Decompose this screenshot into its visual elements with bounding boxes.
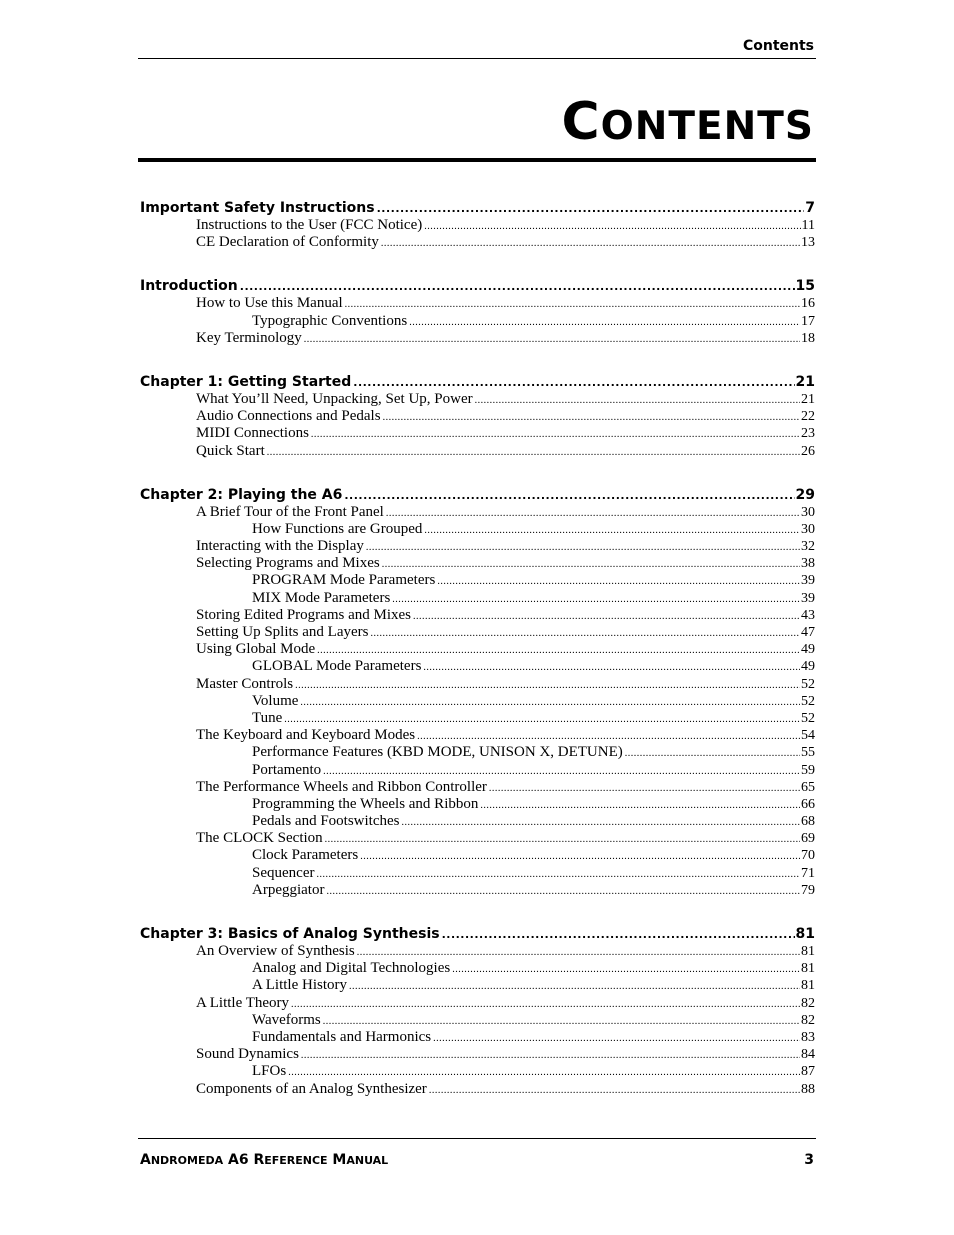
toc-entry-title: Fundamentals and Harmonics bbox=[252, 1028, 432, 1045]
toc-leader-dots bbox=[382, 556, 800, 573]
toc-entry-title: Pedals and Footswitches bbox=[252, 813, 400, 830]
toc-leader-dots bbox=[349, 978, 800, 995]
footer-title-initial: A bbox=[140, 1152, 151, 1168]
toc-entry-title: Arpeggiator bbox=[252, 881, 325, 898]
toc-entry[interactable] bbox=[140, 865, 815, 882]
footer-title-word bbox=[253, 1152, 327, 1168]
toc-entry-title: Introduction bbox=[140, 278, 238, 295]
toc-leader-dots bbox=[386, 505, 800, 522]
toc-page-number: 49 bbox=[801, 659, 815, 675]
toc-entry[interactable] bbox=[140, 779, 815, 796]
toc-entry-title: MIX Mode Parameters bbox=[252, 589, 391, 606]
toc-entry[interactable] bbox=[140, 1029, 815, 1046]
footer-title-smallcaps: ANUAL bbox=[346, 1154, 389, 1167]
toc-page-number: 87 bbox=[801, 1064, 815, 1080]
toc-page-number: 30 bbox=[801, 521, 815, 537]
toc-entry[interactable] bbox=[140, 710, 815, 727]
page-title-rest: ONTENTS bbox=[600, 104, 814, 149]
toc-entry[interactable] bbox=[140, 943, 815, 960]
toc-chapter-entry[interactable] bbox=[140, 486, 815, 504]
toc-leader-dots bbox=[326, 883, 800, 900]
header-rule bbox=[138, 58, 816, 59]
toc-entry[interactable] bbox=[140, 995, 815, 1012]
toc-page-number: 66 bbox=[801, 796, 815, 812]
toc-leader-dots bbox=[489, 780, 800, 797]
toc-entry[interactable] bbox=[140, 330, 815, 347]
toc-entry[interactable] bbox=[140, 847, 815, 864]
toc-leader-dots bbox=[366, 539, 800, 556]
toc-chapter-entry[interactable] bbox=[140, 199, 815, 217]
footer-title-initial: M bbox=[332, 1152, 347, 1168]
toc-leader-dots bbox=[423, 659, 800, 676]
toc-leader-dots bbox=[371, 625, 801, 642]
footer-title-initial: A6 bbox=[227, 1152, 249, 1168]
toc-entry[interactable] bbox=[140, 572, 815, 589]
toc-leader-dots bbox=[316, 866, 800, 883]
toc-leader-dots bbox=[452, 961, 800, 978]
toc-leader-dots bbox=[475, 392, 800, 409]
toc-leader-dots bbox=[267, 444, 800, 461]
toc-entry[interactable] bbox=[140, 234, 815, 251]
toc-page-number: 52 bbox=[801, 710, 815, 726]
toc-entry[interactable] bbox=[140, 641, 815, 658]
toc-entry-title: The Performance Wheels and Ribbon Controller bbox=[196, 778, 487, 795]
toc-entry[interactable] bbox=[140, 1063, 815, 1080]
toc-entry[interactable] bbox=[140, 658, 815, 675]
toc-entry-title: Sequencer bbox=[252, 864, 315, 881]
toc-entry-title: Instructions to the User (FCC Notice) bbox=[196, 217, 423, 233]
toc-entry-title: Waveforms bbox=[252, 1011, 321, 1028]
toc-entry[interactable] bbox=[140, 607, 815, 624]
section-gap bbox=[140, 460, 815, 486]
toc-entry-title: Typographic Conventions bbox=[252, 312, 408, 329]
toc-entry[interactable] bbox=[140, 813, 815, 830]
toc-entry-title: MIDI Connections bbox=[196, 425, 309, 442]
running-header-title: Contents bbox=[742, 38, 814, 54]
toc-entry[interactable] bbox=[140, 676, 815, 693]
toc-entry[interactable] bbox=[140, 693, 815, 710]
table-of-contents bbox=[140, 199, 815, 1098]
toc-page-number: 52 bbox=[801, 693, 815, 709]
toc-page-number: 29 bbox=[795, 486, 815, 503]
toc-entry-title: LFOs bbox=[252, 1063, 287, 1080]
footer-page-number: 3 bbox=[804, 1152, 814, 1168]
footer-title-word bbox=[228, 1152, 249, 1168]
toc-page-number: 81 bbox=[795, 926, 815, 942]
toc-page-number: 47 bbox=[801, 625, 815, 640]
toc-leader-dots bbox=[424, 218, 800, 235]
toc-page-number: 81 bbox=[801, 961, 815, 977]
toc-leader-dots bbox=[429, 1082, 800, 1099]
toc-page-number: 71 bbox=[801, 865, 815, 881]
toc-entry-title: A Little Theory bbox=[196, 994, 290, 1011]
toc-entry[interactable] bbox=[140, 960, 815, 977]
toc-leader-dots bbox=[392, 591, 800, 608]
footer-manual-title bbox=[140, 1152, 388, 1168]
toc-entry-title: Programming the Wheels and Ribbon bbox=[252, 795, 479, 812]
toc-page-number: 79 bbox=[801, 882, 815, 898]
toc-leader-dots bbox=[437, 573, 800, 590]
toc-leader-dots bbox=[402, 814, 801, 831]
footer-title-smallcaps: EFERENCE bbox=[264, 1154, 328, 1167]
toc-entry[interactable] bbox=[140, 425, 815, 442]
toc-page-number: 55 bbox=[801, 745, 815, 761]
toc-leader-dots bbox=[353, 374, 794, 392]
toc-leader-dots bbox=[240, 278, 795, 296]
toc-entry-title: Performance Features (KBD MODE, UNISON X, DETUNE) bbox=[252, 744, 623, 761]
toc-entry-title: Audio Connections and Pedals bbox=[196, 408, 381, 425]
toc-leader-dots bbox=[433, 1030, 800, 1047]
toc-entry-title: An Overview of Synthesis bbox=[196, 943, 355, 959]
toc-page-number: 43 bbox=[801, 607, 815, 623]
toc-leader-dots bbox=[424, 522, 800, 539]
toc-page-number: 38 bbox=[801, 556, 815, 572]
title-rule bbox=[138, 158, 816, 162]
toc-chapter-entry[interactable] bbox=[140, 925, 815, 943]
toc-page-number: 88 bbox=[801, 1081, 815, 1097]
toc-page-number: 49 bbox=[801, 642, 815, 658]
toc-page-number: 52 bbox=[801, 676, 815, 692]
toc-entry-title: Components of an Analog Synthesizer bbox=[196, 1080, 427, 1097]
toc-entry-title: Master Controls bbox=[196, 675, 294, 692]
toc-leader-dots bbox=[360, 848, 800, 865]
toc-page-number: 21 bbox=[801, 391, 815, 407]
footer-title-smallcaps: NDROMEDA bbox=[150, 1154, 224, 1167]
footer-title-word bbox=[140, 1152, 223, 1168]
toc-page-number: 84 bbox=[801, 1047, 815, 1063]
toc-entry-title: Setting Up Splits and Layers bbox=[196, 624, 369, 640]
toc-leader-dots bbox=[377, 200, 805, 218]
toc-page-number: 68 bbox=[801, 814, 815, 830]
toc-leader-dots bbox=[291, 996, 800, 1013]
section-gap bbox=[140, 899, 815, 925]
toc-page-number: 39 bbox=[801, 573, 815, 589]
toc-entry[interactable] bbox=[140, 1012, 815, 1029]
page-title-initial: C bbox=[561, 92, 601, 152]
toc-entry-title: A Little History bbox=[252, 977, 347, 994]
toc-entry[interactable] bbox=[140, 762, 815, 779]
toc-leader-dots bbox=[284, 711, 800, 728]
toc-entry-title: Key Terminology bbox=[196, 329, 302, 346]
toc-page-number: 32 bbox=[801, 539, 815, 555]
toc-leader-dots bbox=[345, 296, 800, 313]
toc-entry-title: Storing Edited Programs and Mixes bbox=[196, 606, 411, 623]
toc-entry-title: The CLOCK Section bbox=[196, 830, 323, 847]
toc-leader-dots bbox=[383, 409, 800, 426]
toc-entry-title: A Brief Tour of the Front Panel bbox=[196, 503, 384, 520]
toc-leader-dots bbox=[357, 944, 800, 961]
toc-page-number: 15 bbox=[795, 278, 815, 295]
section-gap bbox=[140, 251, 815, 277]
toc-leader-dots bbox=[323, 763, 800, 780]
toc-entry[interactable] bbox=[140, 555, 815, 572]
toc-entry-title: Important Safety Instructions bbox=[140, 200, 375, 216]
toc-page-number: 59 bbox=[801, 762, 815, 778]
toc-entry-title: Tune bbox=[252, 709, 283, 726]
toc-page-number: 65 bbox=[801, 779, 815, 795]
section-gap bbox=[140, 347, 815, 373]
toc-chapter-entry[interactable] bbox=[140, 373, 815, 391]
toc-entry[interactable] bbox=[140, 521, 815, 538]
toc-page-number: 39 bbox=[801, 590, 815, 606]
toc-entry[interactable] bbox=[140, 1081, 815, 1098]
toc-leader-dots bbox=[417, 728, 800, 745]
toc-page-number: 23 bbox=[801, 426, 815, 442]
toc-leader-dots bbox=[304, 331, 800, 348]
toc-entry-title: CE Declaration of Conformity bbox=[196, 234, 379, 251]
toc-entry-title: How Functions are Grouped bbox=[252, 520, 423, 537]
toc-entry-title: Analog and Digital Technologies bbox=[252, 960, 451, 977]
toc-entry-title: PROGRAM Mode Parameters bbox=[252, 572, 436, 589]
footer-title-word bbox=[332, 1152, 388, 1168]
toc-entry-title: Sound Dynamics bbox=[196, 1046, 299, 1063]
toc-page-number: 22 bbox=[801, 409, 815, 425]
toc-entry[interactable] bbox=[140, 504, 815, 521]
toc-entry[interactable] bbox=[140, 313, 815, 330]
toc-page-number: 26 bbox=[801, 443, 815, 459]
toc-leader-dots bbox=[301, 1047, 800, 1064]
toc-page-number: 18 bbox=[801, 330, 815, 346]
toc-leader-dots bbox=[480, 797, 800, 814]
toc-leader-dots bbox=[288, 1064, 800, 1081]
toc-page-number: 82 bbox=[801, 1012, 815, 1028]
footer-rule bbox=[138, 1138, 816, 1139]
toc-leader-dots bbox=[409, 314, 800, 331]
toc-entry[interactable] bbox=[140, 538, 815, 555]
toc-entry-title: Selecting Programs and Mixes bbox=[196, 555, 380, 572]
toc-page-number: 16 bbox=[801, 296, 815, 312]
toc-page-number: 17 bbox=[801, 313, 815, 329]
toc-entry[interactable] bbox=[140, 727, 815, 744]
toc-leader-dots bbox=[325, 831, 800, 848]
toc-entry[interactable] bbox=[140, 295, 815, 312]
toc-entry-title: How to Use this Manual bbox=[196, 295, 343, 312]
toc-leader-dots bbox=[625, 745, 800, 762]
toc-entry[interactable] bbox=[140, 882, 815, 899]
page-title bbox=[561, 92, 814, 153]
toc-entry-title: What You’ll Need, Unpacking, Set Up, Power bbox=[196, 390, 473, 407]
toc-entry[interactable] bbox=[140, 1046, 815, 1063]
toc-entry[interactable] bbox=[140, 391, 815, 408]
toc-leader-dots bbox=[295, 677, 800, 694]
toc-entry-title: Interacting with the Display bbox=[196, 538, 364, 555]
toc-page-number: 11 bbox=[801, 218, 815, 233]
toc-entry[interactable] bbox=[140, 217, 815, 234]
toc-page-number: 21 bbox=[795, 373, 815, 390]
toc-entry-title: Using Global Mode bbox=[196, 641, 316, 658]
toc-leader-dots bbox=[381, 235, 800, 252]
toc-leader-dots bbox=[442, 926, 795, 944]
toc-leader-dots bbox=[344, 487, 794, 505]
toc-chapter-entry[interactable] bbox=[140, 277, 815, 295]
toc-leader-dots bbox=[300, 694, 800, 711]
toc-page-number: 54 bbox=[801, 728, 815, 744]
toc-page-number: 13 bbox=[801, 235, 815, 251]
toc-entry[interactable] bbox=[140, 977, 815, 994]
toc-entry-title: Chapter 2: Playing the A6 bbox=[140, 486, 343, 503]
toc-page-number: 83 bbox=[801, 1029, 815, 1045]
toc-entry-title: Chapter 3: Basics of Analog Synthesis bbox=[140, 926, 440, 942]
toc-entry[interactable] bbox=[140, 830, 815, 847]
toc-entry-title: Chapter 1: Getting Started bbox=[140, 373, 352, 390]
toc-leader-dots bbox=[311, 426, 800, 443]
toc-entry[interactable] bbox=[140, 624, 815, 641]
footer-title-initial: R bbox=[253, 1152, 265, 1168]
toc-entry-title: The Keyboard and Keyboard Modes bbox=[196, 727, 416, 744]
toc-leader-dots bbox=[413, 608, 800, 625]
toc-page-number: 82 bbox=[801, 995, 815, 1011]
toc-entry-title: Clock Parameters bbox=[252, 847, 359, 864]
toc-page-number: 70 bbox=[801, 848, 815, 864]
toc-entry-title: Volume bbox=[252, 692, 299, 709]
toc-entry[interactable] bbox=[140, 796, 815, 813]
toc-entry[interactable] bbox=[140, 744, 815, 761]
toc-page-number: 30 bbox=[801, 504, 815, 520]
toc-entry-title: Portamento bbox=[252, 761, 322, 778]
toc-entry[interactable] bbox=[140, 443, 815, 460]
toc-entry-title: GLOBAL Mode Parameters bbox=[252, 658, 422, 675]
toc-entry-title: Quick Start bbox=[196, 442, 265, 459]
toc-entry[interactable] bbox=[140, 590, 815, 607]
toc-leader-dots bbox=[317, 642, 800, 659]
toc-entry[interactable] bbox=[140, 408, 815, 425]
toc-page-number: 7 bbox=[805, 200, 815, 216]
toc-leader-dots bbox=[323, 1013, 800, 1030]
toc-page-number: 81 bbox=[801, 944, 815, 959]
toc-page-number: 81 bbox=[801, 978, 815, 994]
toc-page-number: 69 bbox=[801, 831, 815, 847]
